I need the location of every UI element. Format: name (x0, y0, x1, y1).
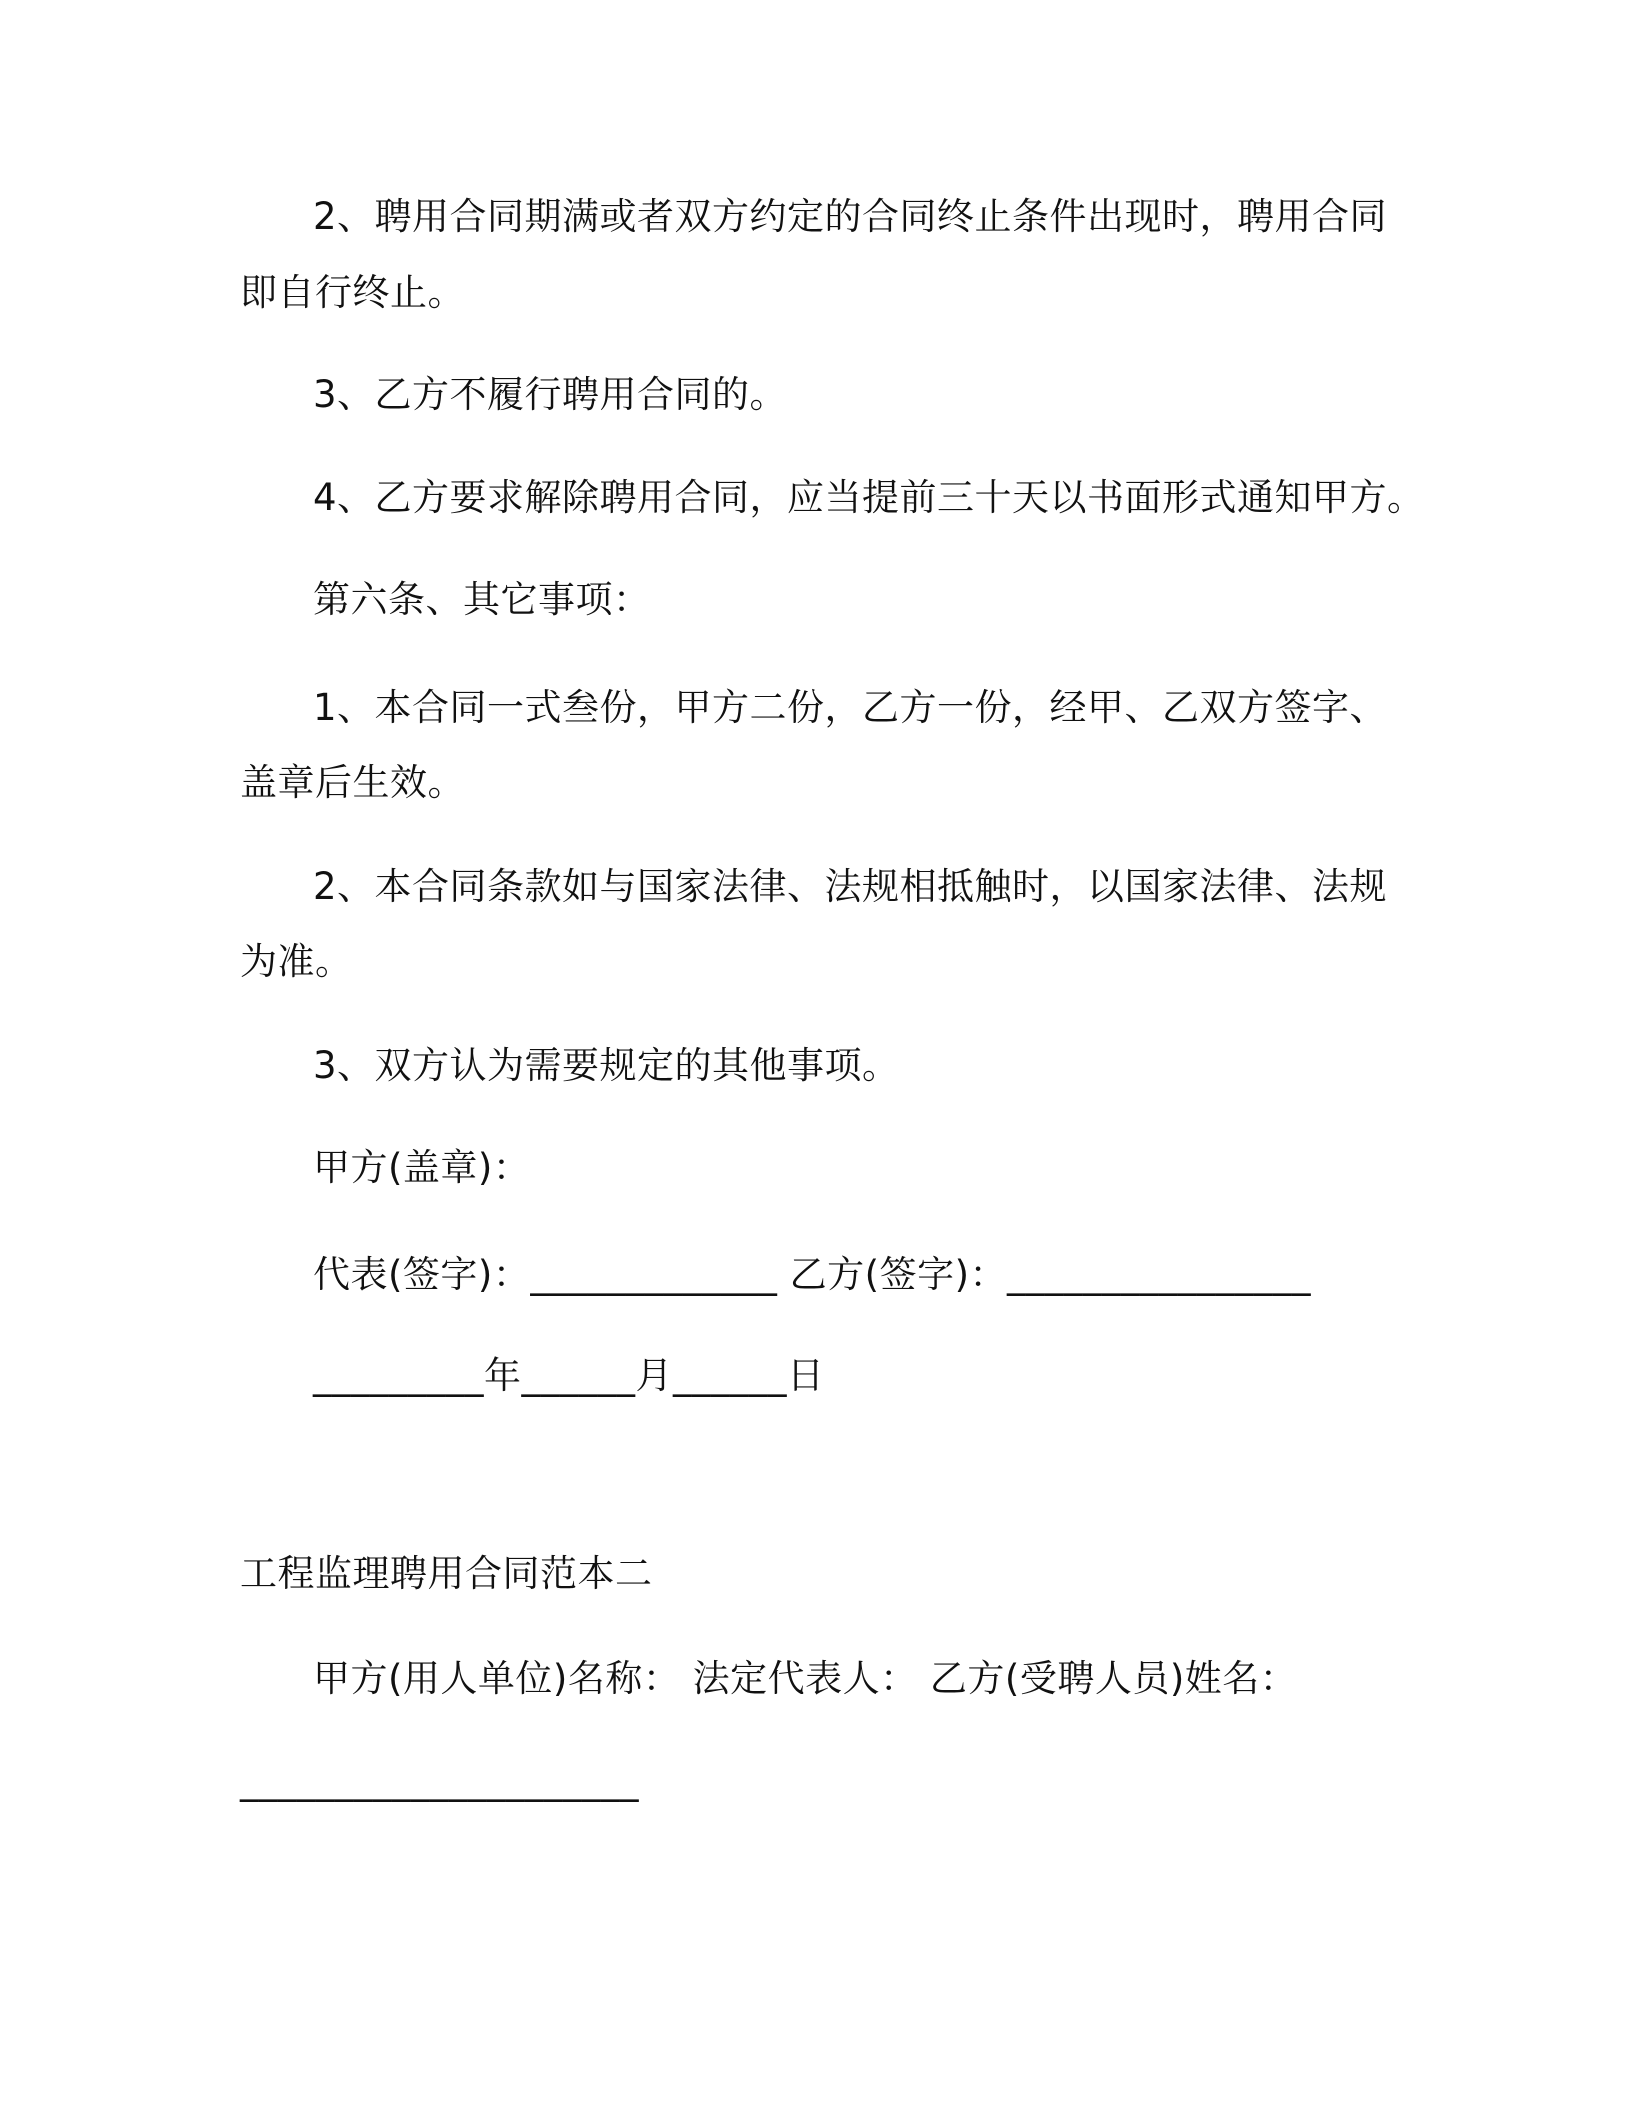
blank-fill-line: _____________________ (240, 1759, 639, 1802)
clause-6-1-line-1: 1、本合同一式叁份，甲方二份，乙方一份，经甲、乙双方签字、 (313, 686, 1388, 729)
signature-line: 代表(签字)：_____________ 乙方(签字)：________________ (313, 1253, 1312, 1296)
party-a-seal-label: 甲方(盖章)： (313, 1146, 531, 1189)
party-info-line: 甲方(用人单位)名称： 法定代表人： 乙方(受聘人员)姓名： (313, 1657, 1298, 1700)
clause-6-2-line-1: 2、本合同条款如与国家法律、法规相抵触时，以国家法律、法规 (313, 865, 1388, 908)
article-6-heading: 第六条、其它事项： (313, 578, 651, 621)
clause-6-2-line-2: 为准。 (240, 940, 353, 983)
clause-5-3: 3、乙方不履行聘用合同的。 (313, 373, 788, 416)
section-title-template-2: 工程监理聘用合同范本二 (240, 1552, 653, 1595)
date-line: _________年______月______日 (313, 1354, 825, 1397)
clause-5-4: 4、乙方要求解除聘用合同，应当提前三十天以书面形式通知甲方。 (313, 476, 1425, 519)
clause-5-2-line-2: 即自行终止。 (240, 271, 465, 314)
clause-6-1-line-2: 盖章后生效。 (240, 761, 465, 804)
clause-5-2-line-1: 2、聘用合同期满或者双方约定的合同终止条件出现时，聘用合同 (313, 195, 1388, 238)
clause-6-3: 3、双方认为需要规定的其他事项。 (313, 1044, 900, 1087)
